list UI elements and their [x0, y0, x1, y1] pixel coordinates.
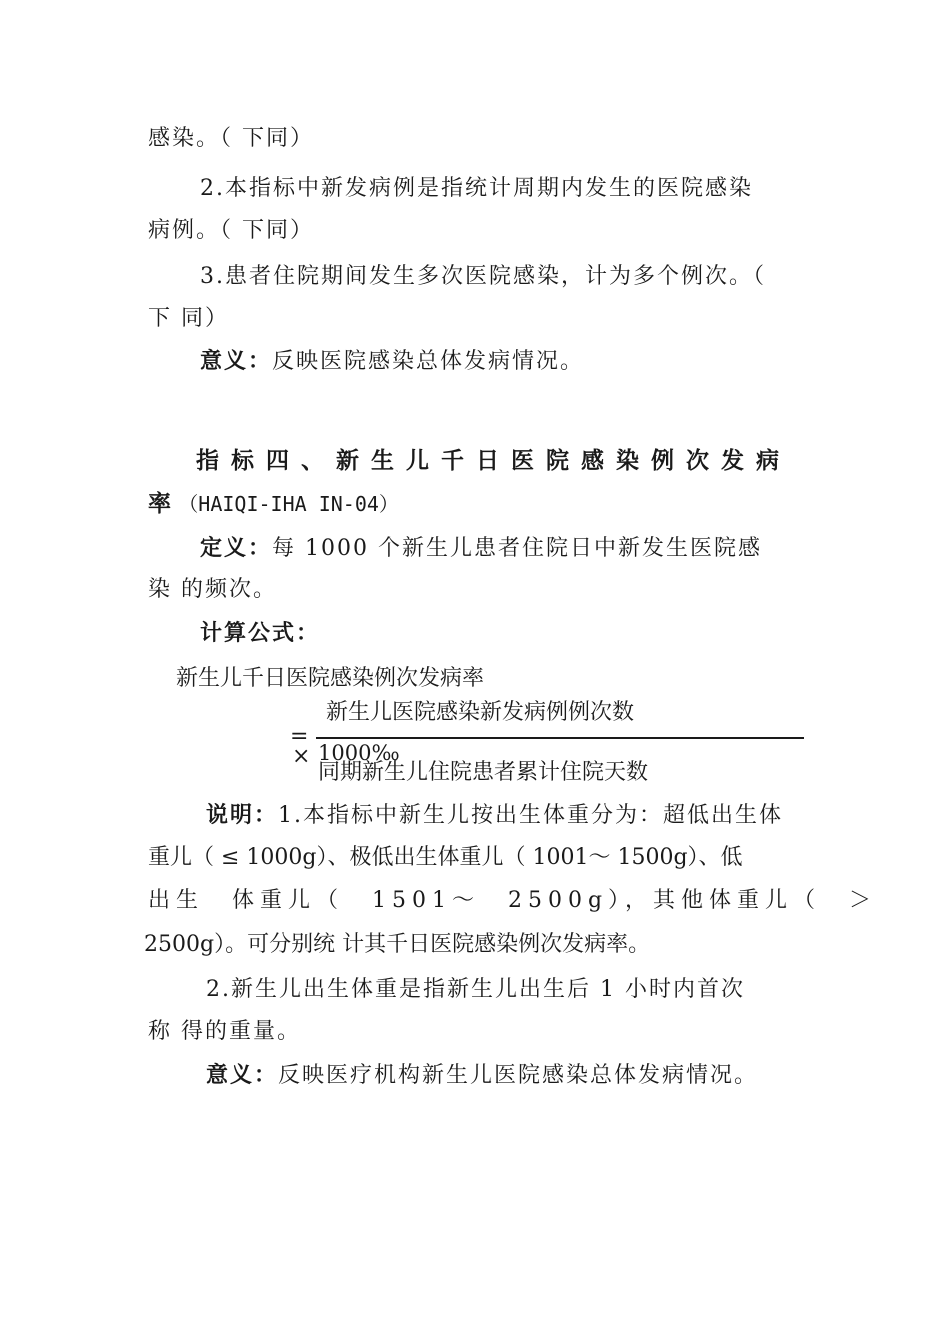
paragraph-line: 感染。（ 下同） — [148, 126, 314, 151]
paragraph-line: 下 同） — [148, 306, 229, 331]
meaning-paragraph — [200, 346, 584, 377]
paragraph-line: 染 的频次。 — [148, 577, 277, 602]
meaning-label: 意义： — [200, 348, 273, 374]
paragraph-line: 2.本指标中新发病例是指统计周期内发生的医院感染 — [200, 176, 753, 201]
paragraph-line: 2.新生儿出生体重是指新生儿出生后 1 小时内首次 — [206, 977, 745, 1002]
note-paragraph — [206, 800, 783, 831]
note-text: 1.本指标中新生儿按出生体重分为：超低出生体 — [278, 803, 784, 828]
formula-multiplier: 1000‰ — [318, 741, 400, 765]
times-sign: × — [292, 744, 311, 769]
indicator-title-suffix: 率 — [148, 491, 171, 517]
formula-lhs: 新生儿千日医院感染例次发病率 — [176, 666, 485, 691]
formula-label: 计算公式： — [200, 620, 321, 646]
paragraph-line: 2500g）。可分别统 计其千日医院感染例次发病率。 — [144, 932, 651, 957]
indicator-title-continued — [148, 489, 399, 519]
paragraph-line: 出生 体重儿（ 1501～ 2500g），其他体重儿（ ＞ — [148, 888, 878, 913]
meaning-text: 反映医疗机构新生儿医院感染总体发病情况。 — [278, 1063, 759, 1088]
paragraph-line: 3.患者住院期间发生多次医院感染，计为多个例次。（ — [200, 264, 766, 289]
definition-text: 每 1000 个新生儿患者住院日中新发生医院感 — [272, 536, 762, 561]
meaning-text: 反映医院感染总体发病情况。 — [272, 349, 585, 374]
paragraph-line: 重儿（ ≤ 1000g）、极低出生体重儿（ 1001～ 1500g）、低 — [148, 845, 743, 870]
paragraph-line: 病例。（ 下同） — [148, 218, 314, 243]
paragraph-line: 称 得的重量。 — [148, 1019, 301, 1044]
equals-sign: = — [290, 724, 309, 749]
meaning-paragraph — [206, 1060, 758, 1091]
formula-numerator: 新生儿医院感染新发病例例次数 — [326, 700, 635, 725]
meaning-label: 意义： — [206, 1062, 279, 1088]
definition-label: 定义： — [200, 535, 273, 561]
definition-paragraph — [200, 533, 762, 564]
indicator-code: （HAIQI-IHA IN-04） — [178, 492, 399, 516]
note-label: 说明： — [206, 802, 279, 828]
indicator-title: 指标四、新生儿千日医院感染例次发病 — [196, 448, 791, 474]
formula-denominator: 同期新生儿住院患者累计住院天数 — [318, 760, 649, 785]
